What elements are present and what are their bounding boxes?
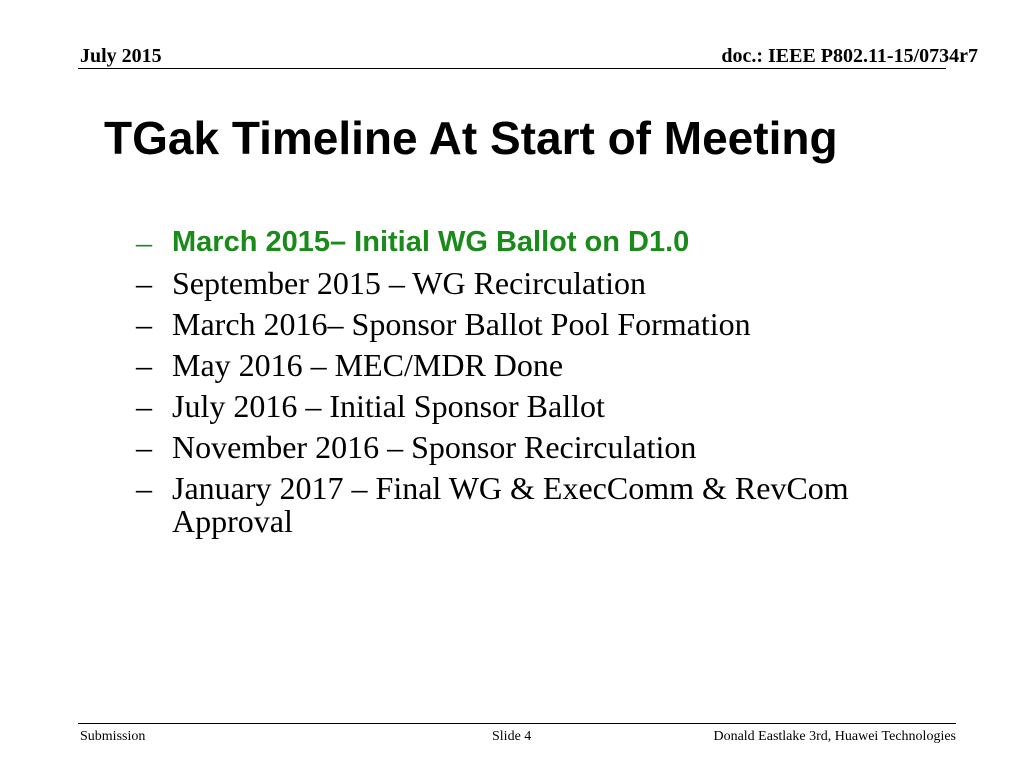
slide-title: TGak Timeline At Start of Meeting [104, 112, 838, 164]
timeline-item-text: March 2015– Initial WG Ballot on D1.0 [172, 226, 690, 258]
timeline-item [136, 386, 926, 427]
timeline-item-text: March 2016– Sponsor Ballot Pool Formation [172, 306, 751, 342]
timeline-item [136, 427, 926, 468]
footer-slide-number: Slide 4 [492, 729, 532, 744]
bullet-dash: – [136, 470, 152, 506]
timeline-item-text: September 2015 – WG Recirculation [172, 265, 646, 301]
timeline-item-text: May 2016 – MEC/MDR Done [172, 347, 564, 383]
timeline-item [136, 304, 926, 345]
footer-submission: Submission [80, 729, 146, 744]
bullet-dash: – [136, 429, 152, 465]
header-divider [78, 68, 946, 69]
timeline-item [136, 345, 926, 386]
bullet-dash: – [136, 224, 152, 260]
footer-divider [78, 723, 956, 724]
bullet-dash: – [136, 347, 152, 383]
header-doc-id: doc.: IEEE P802.11-15/0734r7 [721, 45, 978, 67]
timeline-item-text: November 2016 – Sponsor Recirculation [172, 429, 697, 465]
timeline-item [136, 222, 926, 263]
timeline-list [136, 222, 926, 538]
footer-author: Donald Eastlake 3rd, Huawei Technologies [713, 729, 956, 744]
timeline-item [136, 468, 926, 538]
header-date: July 2015 [80, 45, 162, 67]
timeline-item-text: July 2016 – Initial Sponsor Ballot [172, 388, 605, 424]
bullet-dash: – [136, 306, 152, 342]
bullet-dash: – [136, 265, 152, 301]
timeline-item [136, 263, 926, 304]
bullet-dash: – [136, 388, 152, 424]
timeline-item-text: January 2017 – Final WG & ExecComm & RevCom Approval [172, 470, 849, 539]
